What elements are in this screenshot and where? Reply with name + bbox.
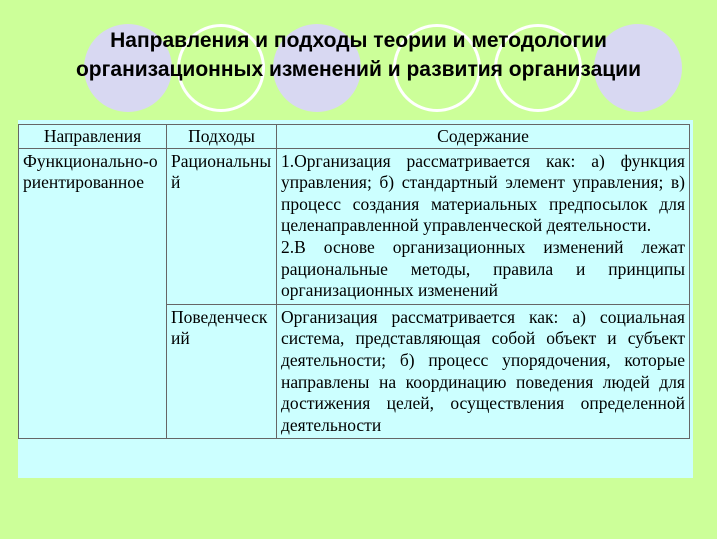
cell-content [277, 148, 690, 304]
directions-table [18, 124, 690, 439]
slide-title-line-1: Направления и подходы теории и методологии [110, 29, 607, 52]
slide-title [60, 26, 657, 84]
content-paragraph: 2.В основе организационных изменений лежат рациональные методы, правила и принципы организационных изменений [281, 236, 685, 301]
content-paragraph: Организация рассматривается как: а) социальная система, представляющая собой объект и субъект деятельности; б) процесс упорядочения, которые направлены на координацию поведения людей для достижения целей, осуществления определенной деятельности [281, 306, 685, 435]
table-header-row [19, 125, 690, 149]
slide-title-line-2: организационных изменений и развития организации [75, 58, 641, 81]
cell-approach: Рациональный [167, 148, 277, 304]
content-paragraph: 1.Организация рассматривается как: а) функция управления; б) стандартный элемент управления; в) процесс создания материальных предпосылок для целенаправленной управленческой деятельности. [281, 150, 685, 236]
header-content: Содержание [277, 125, 690, 149]
header-directions: Направления [19, 125, 167, 149]
header-approaches: Подходы [167, 125, 277, 149]
cell-approach: Поведенческий [167, 304, 277, 439]
table-panel [18, 120, 693, 478]
table-row [19, 148, 690, 304]
cell-direction: Функционально-ориентированное [19, 148, 167, 439]
cell-content [277, 304, 690, 439]
